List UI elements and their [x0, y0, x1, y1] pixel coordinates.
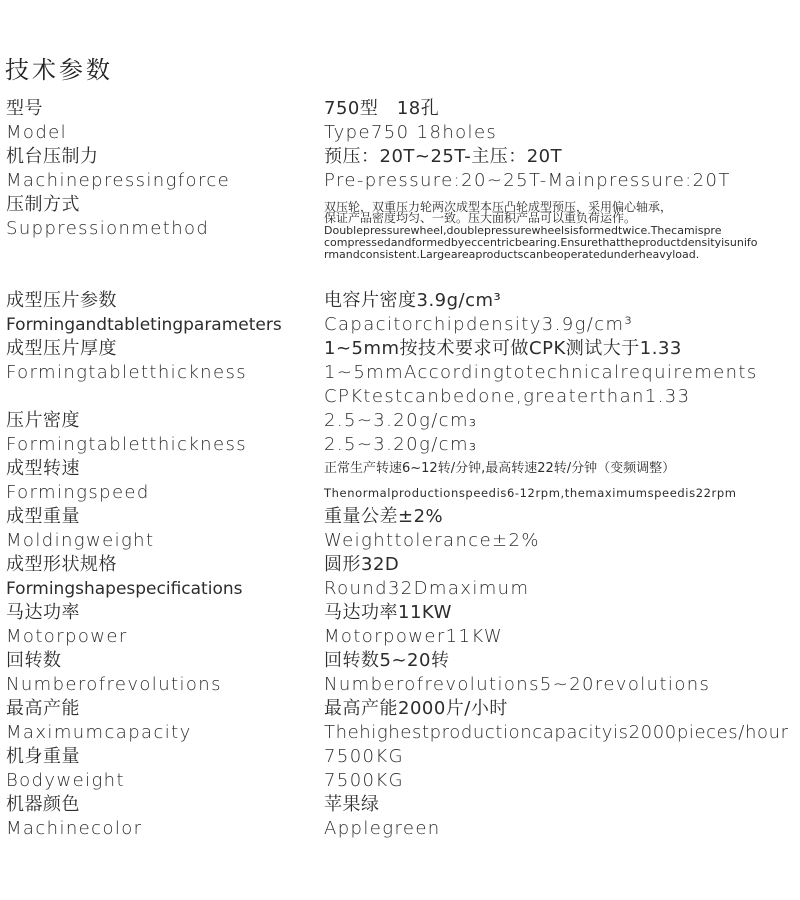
- value-weight-en: Weighttolerance±2%: [324, 530, 540, 551]
- value-body-weight-en: 7500KG: [324, 770, 404, 791]
- value-thickness-en-1: 1~5mmAccordingtotechnicalrequirements: [324, 362, 758, 383]
- label-weight-zh: 成型重量: [6, 506, 80, 527]
- value-suppression-zh-1: 双压轮，双重压力轮两次成型本压凸轮成型预压，采用偏心轴承，: [324, 200, 673, 214]
- value-revolutions-en: Numberofrevolutions5~20revolutions: [324, 674, 711, 695]
- label-body-weight-en: Bodyweight: [6, 770, 125, 791]
- value-weight-zh: 重量公差±2%: [324, 506, 444, 527]
- value-shape-en: Round32Dmaximum: [324, 578, 530, 599]
- value-forming-params-zh: 电容片密度3.9g/cm³: [324, 290, 502, 311]
- value-color-en: Applegreen: [324, 818, 441, 839]
- label-color-en: Machinecolor: [6, 818, 143, 839]
- label-speed-en: Formingspeed: [6, 482, 150, 503]
- label-revolutions-en: Numberofrevolutions: [6, 674, 222, 695]
- label-suppression-zh: 压制方式: [6, 194, 80, 215]
- label-thickness-en: Formingtabletthickness: [6, 362, 248, 383]
- value-thickness-zh: 1~5mm按技术要求可做CPK测试大于1.33: [324, 338, 682, 359]
- value-suppression-en-3: rmandconsistent.Largeareaproductscanbeoperatedunderheavyload.: [324, 248, 700, 261]
- value-shape-zh: 圆形32D: [324, 554, 400, 575]
- value-speed-zh: 正常生产转速6~12转/分钟,最高转速22转/分钟（变频调整）: [324, 461, 676, 476]
- label-shape-zh: 成型形状规格: [6, 554, 117, 575]
- value-color-zh: 苹果绿: [324, 794, 380, 815]
- page-title: 技术参数: [5, 56, 113, 84]
- label-capacity-zh: 最高产能: [6, 698, 80, 719]
- label-model-en: Model: [6, 122, 68, 143]
- label-thickness-zh: 成型压片厚度: [6, 338, 117, 359]
- label-weight-en: Moldingweight: [6, 530, 155, 551]
- label-shape-en: Formingshapespecifications: [6, 579, 243, 599]
- value-press-force-en: Pre-pressure:20~25T-Mainpressure:20T: [324, 170, 731, 191]
- value-speed-en: Thenormalproductionspeedis6-12rpm,themaximumspeedis22rpm: [324, 486, 737, 500]
- label-motor-en: Motorpower: [6, 626, 128, 647]
- value-suppression-zh-2: 保证产品密度均匀、一致。压大面积产品可以重负荷运作。: [324, 211, 637, 225]
- value-thickness-en-2: CPKtestcanbedone,greaterthan1.33: [324, 386, 691, 407]
- label-density-zh: 压片密度: [6, 410, 80, 431]
- value-revolutions-zh: 回转数5~20转: [324, 650, 450, 671]
- label-body-weight-zh: 机身重量: [6, 746, 80, 767]
- value-body-weight-zh: 7500KG: [324, 746, 404, 767]
- value-suppression-en-1: Doublepressurewheel,doublepressurewheelsisformedtwice.Thecamispre: [324, 224, 722, 237]
- value-density-1: 2.5~3.20g/cm₃: [324, 410, 478, 431]
- label-press-force-zh: 机台压制力: [6, 146, 99, 167]
- label-suppression-en: Suppressionmethod: [6, 218, 210, 239]
- label-revolutions-zh: 回转数: [6, 650, 62, 671]
- label-color-zh: 机器颜色: [6, 794, 80, 815]
- value-density-2: 2.5~3.20g/cm₃: [324, 434, 478, 455]
- label-model-zh: 型号: [6, 98, 43, 119]
- label-forming-params-en: Formingandtabletingparameters: [6, 315, 282, 335]
- value-capacity-en: Thehighestproductioncapacityis2000pieces/hour: [324, 722, 789, 743]
- label-press-force-en: Machinepressingforce: [6, 170, 231, 191]
- value-model-zh: 750型 18孔: [324, 98, 440, 119]
- value-forming-params-en: Capacitorchipdensity3.9g/cm³: [324, 314, 634, 335]
- value-motor-zh: 马达功率11KW: [324, 602, 452, 623]
- label-capacity-en: Maximumcapacity: [6, 722, 192, 743]
- value-model-en: Type750 18holes: [324, 122, 498, 143]
- value-capacity-zh: 最高产能2000片/小时: [324, 698, 508, 719]
- value-suppression-en-2: compressedandformedbyeccentricbearing.Ensurethattheproductdensityisunifo: [324, 236, 758, 249]
- value-motor-en: Motorpower11KW: [324, 626, 504, 647]
- label-motor-zh: 马达功率: [6, 602, 80, 623]
- label-forming-params-zh: 成型压片参数: [6, 290, 117, 311]
- value-press-force-zh: 预压：20T~25T-主压：20T: [324, 146, 563, 167]
- label-speed-zh: 成型转速: [6, 458, 80, 479]
- label-density-en: Formingtabletthickness: [6, 434, 248, 455]
